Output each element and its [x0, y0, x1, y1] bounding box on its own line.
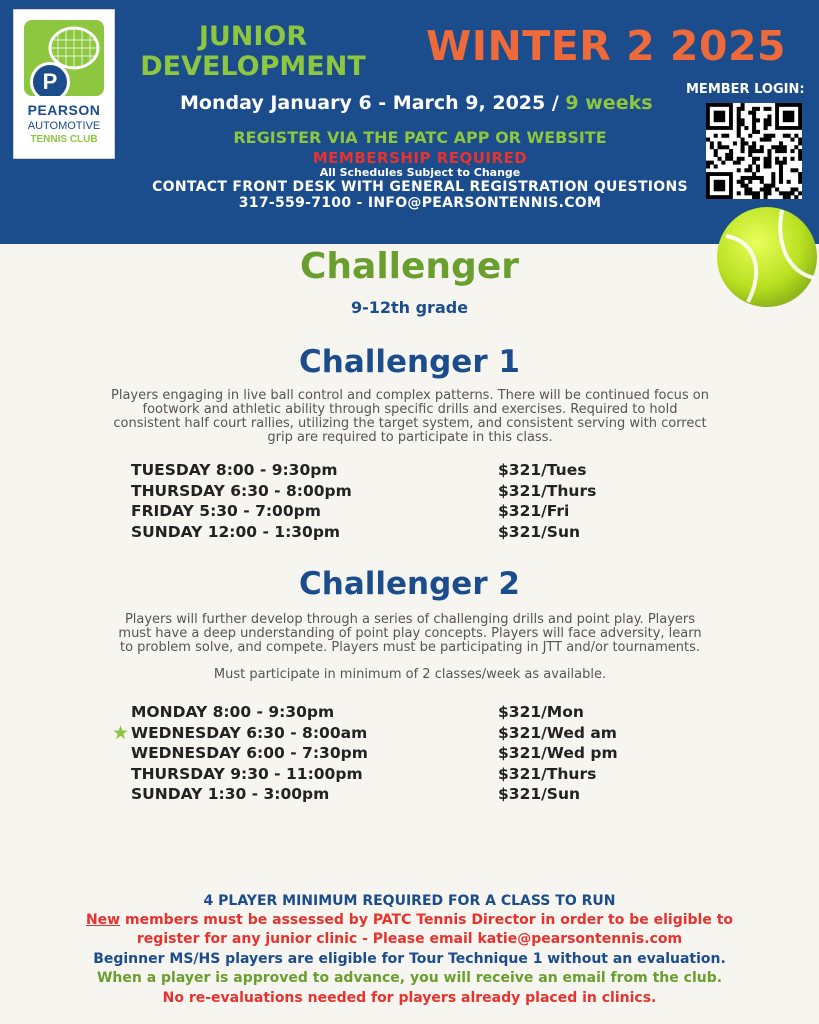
- class-price: $321/Sun: [498, 785, 581, 803]
- class-time: THURSDAY 9:30 - 11:00pm: [131, 764, 363, 783]
- logo-pearson: PEARSON: [27, 102, 101, 118]
- section-title-challenger-1: Challenger 1: [299, 344, 520, 380]
- beginner-note: Beginner MS/HS players are eligible for Tour Technique 1 without an evaluation.: [93, 951, 726, 967]
- advance-note: When a player is approved to advance, you will receive an email from the club.: [96, 970, 723, 986]
- logo-racket-graphic: [24, 20, 104, 96]
- section-title-challenger-2: Challenger 2: [299, 566, 520, 602]
- schedule-challenger-2: [112, 703, 691, 806]
- section-requirement-challenger-2: Must participate in minimum of 2 classes/week as available.: [213, 667, 607, 682]
- class-price: $321/Thurs: [498, 481, 597, 500]
- re-evaluation-note: No re-evaluations needed for players already placed in clinics.: [162, 990, 657, 1006]
- grade-range: 9-12th grade: [350, 298, 469, 317]
- schedule-row: [112, 721, 691, 745]
- class-price: $321/Wed am: [498, 723, 617, 742]
- schedule-row: [131, 461, 691, 482]
- register-note: REGISTER VIA THE PATC APP OR WEBSITE: [233, 128, 607, 147]
- class-time: WEDNESDAY 6:00 - 7:30pm: [131, 744, 368, 762]
- class-price: $321/Wed pm: [498, 744, 618, 762]
- class-time: MONDAY 8:00 - 9:30pm: [131, 703, 335, 721]
- membership-note: MEMBERSHIP REQUIRED: [312, 149, 528, 167]
- schedule-row: [131, 765, 691, 786]
- season-title: WINTER 2 2025: [426, 22, 787, 70]
- class-time: THURSDAY 6:30 - 8:00pm: [131, 481, 352, 500]
- class-time: WEDNESDAY 6:30 - 8:00am: [131, 723, 368, 742]
- contact-info: 317-559-7100 - INFO@PEARSONTENNIS.COM: [238, 195, 602, 211]
- class-time: SUNDAY 12:00 - 1:30pm: [131, 522, 341, 541]
- schedule-row: [131, 482, 691, 503]
- member-login-label: MEMBER LOGIN:: [686, 82, 805, 97]
- assessment-note-text: members must be assessed by PATC Tennis Director in order to be eligible to: [120, 912, 734, 928]
- class-time: SUNDAY 1:30 - 3:00pm: [131, 785, 330, 803]
- schedule-row: [131, 502, 691, 523]
- schedule-row: [131, 523, 691, 544]
- class-price: $321/Sun: [498, 522, 581, 541]
- logo-tennis-club: TENNIS CLUB: [30, 134, 98, 145]
- player-minimum-note: 4 PLAYER MINIMUM REQUIRED FOR A CLASS TO RUN: [203, 893, 616, 909]
- class-price: $321/Tues: [498, 461, 587, 479]
- contact-note: CONTACT FRONT DESK WITH GENERAL REGISTRATION QUESTIONS: [152, 179, 688, 195]
- week-count: 9 weeks: [565, 92, 653, 114]
- schedule-row: [131, 744, 691, 765]
- header-banner: [0, 0, 819, 244]
- logo-automotive: AUTOMOTIVE: [27, 120, 101, 132]
- class-price: $321/Fri: [498, 502, 570, 520]
- section-description-challenger-2: Players will further develop through a series of challenging drills and point play. Players must have a deep understanding of point play concepts. Players will face adversity, learn to problem solve, and compete. Players must be participating in JTT and/or tournaments.: [118, 612, 702, 655]
- level-title: Challenger: [299, 246, 519, 287]
- new-emphasis: New: [85, 912, 121, 928]
- class-time: TUESDAY 8:00 - 9:30pm: [131, 461, 338, 479]
- class-price: $321/Thurs: [498, 764, 597, 783]
- logo-letter: P: [30, 62, 70, 96]
- schedule-row: [131, 703, 691, 724]
- date-range: Monday January 6 - March 9, 2025 /: [180, 92, 559, 114]
- assessment-note: [0, 912, 819, 928]
- schedule-row: [131, 785, 691, 806]
- schedule-disclaimer: All Schedules Subject to Change: [319, 166, 521, 179]
- session-dates: [180, 92, 653, 114]
- program-title: JUNIOR DEVELOPMENT: [140, 21, 366, 82]
- email-note: register for any junior clinic - Please email katie@pearsontennis.com: [136, 931, 683, 947]
- class-time: FRIDAY 5:30 - 7:00pm: [131, 502, 321, 520]
- section-description-challenger-1: Players engaging in live ball control and complex patterns. There will be continued focus on footwork and athletic ability through specific drills and exercises. Required to hold consistent half court rallies, utilizing the target system, and consistent serving with correct grip are required to participate in this class.: [111, 388, 709, 445]
- schedule-challenger-1: [131, 461, 691, 543]
- class-price: $321/Mon: [498, 703, 584, 721]
- star-icon: ★: [112, 721, 130, 744]
